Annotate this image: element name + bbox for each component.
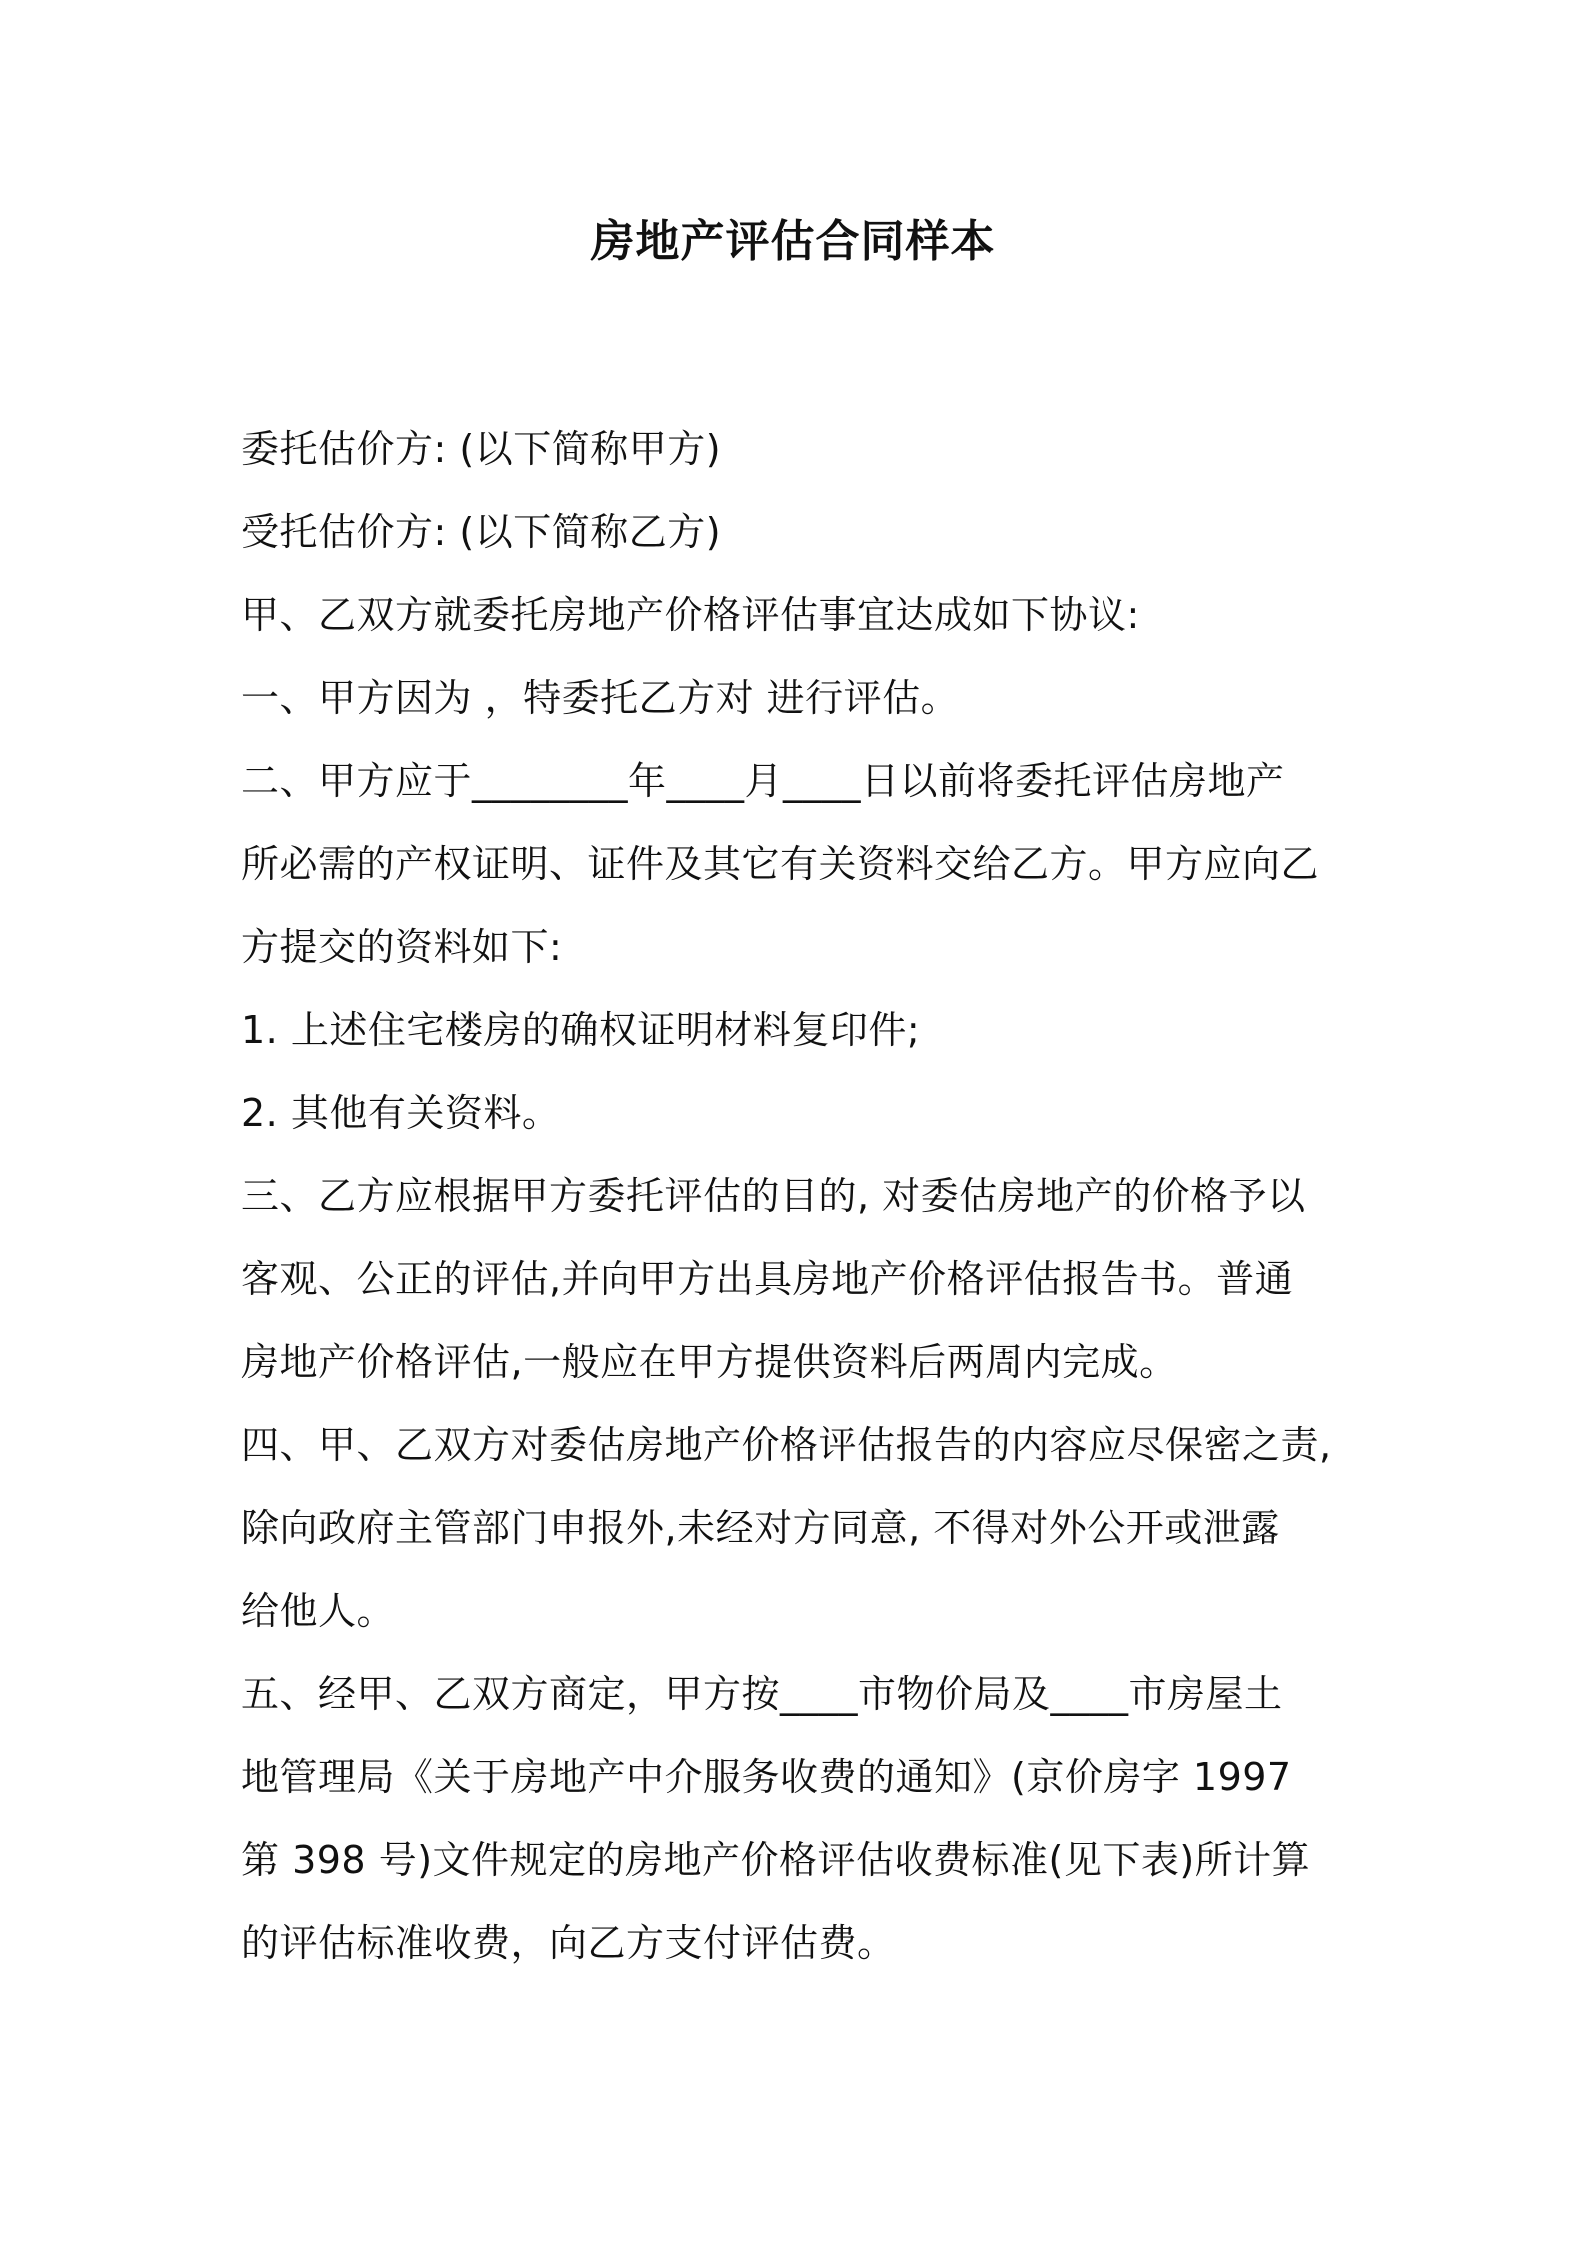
text-line-agreement-intro: 甲、乙双方就委托房地产价格评估事宜达成如下协议: (241, 593, 1140, 637)
clause-2-line: 方提交的资料如下: (241, 925, 563, 969)
list-item-1: 1. 上述住宅楼房的确权证明材料复印件; (241, 1008, 921, 1052)
document-title: 房地产评估合同样本 (590, 216, 996, 267)
contract-body (241, 408, 1351, 1985)
clause-4-line: 除向政府主管部门申报外,未经对方同意, 不得对外公开或泄露 (241, 1506, 1280, 1550)
text-line-contractor: 受托估价方: (以下简称乙方) (241, 510, 722, 554)
clause-2-line: 二、甲方应于________年____月____日以前将委托评估房地产 (241, 759, 1285, 803)
clause-3-line: 房地产价格评估,一般应在甲方提供资料后两周内完成。 (241, 1340, 1178, 1384)
clause-2-line: 所必需的产权证明、证件及其它有关资料交给乙方。甲方应向乙 (241, 842, 1320, 886)
clause-3-line: 客观、公正的评估,并向甲方出具房地产价格评估报告书。普通 (241, 1257, 1294, 1301)
clause-5-line: 地管理局《关于房地产中介服务收费的通知》(京价房字 1997 (241, 1755, 1292, 1799)
list-item-2: 2. 其他有关资料。 (241, 1091, 561, 1135)
clause-5-line: 五、经甲、乙双方商定，甲方按____市物价局及____市房屋土 (241, 1672, 1283, 1716)
clause-4-line: 给他人。 (241, 1589, 396, 1633)
clause-1-line: 一、甲方因为 ，特委托乙方对 进行评估。 (241, 676, 960, 720)
clause-4-line: 四、甲、乙双方对委估房地产价格评估报告的内容应尽保密之责, (241, 1423, 1332, 1467)
clause-5-line: 第 398 号)文件规定的房地产价格评估收费标准(见下表)所计算 (241, 1838, 1311, 1882)
clause-3-line: 三、乙方应根据甲方委托评估的目的, 对委估房地产的价格予以 (241, 1174, 1306, 1218)
clause-5-line: 的评估标准收费，向乙方支付评估费。 (241, 1921, 896, 1965)
text-line-client: 委托估价方: (以下简称甲方) (241, 427, 722, 471)
